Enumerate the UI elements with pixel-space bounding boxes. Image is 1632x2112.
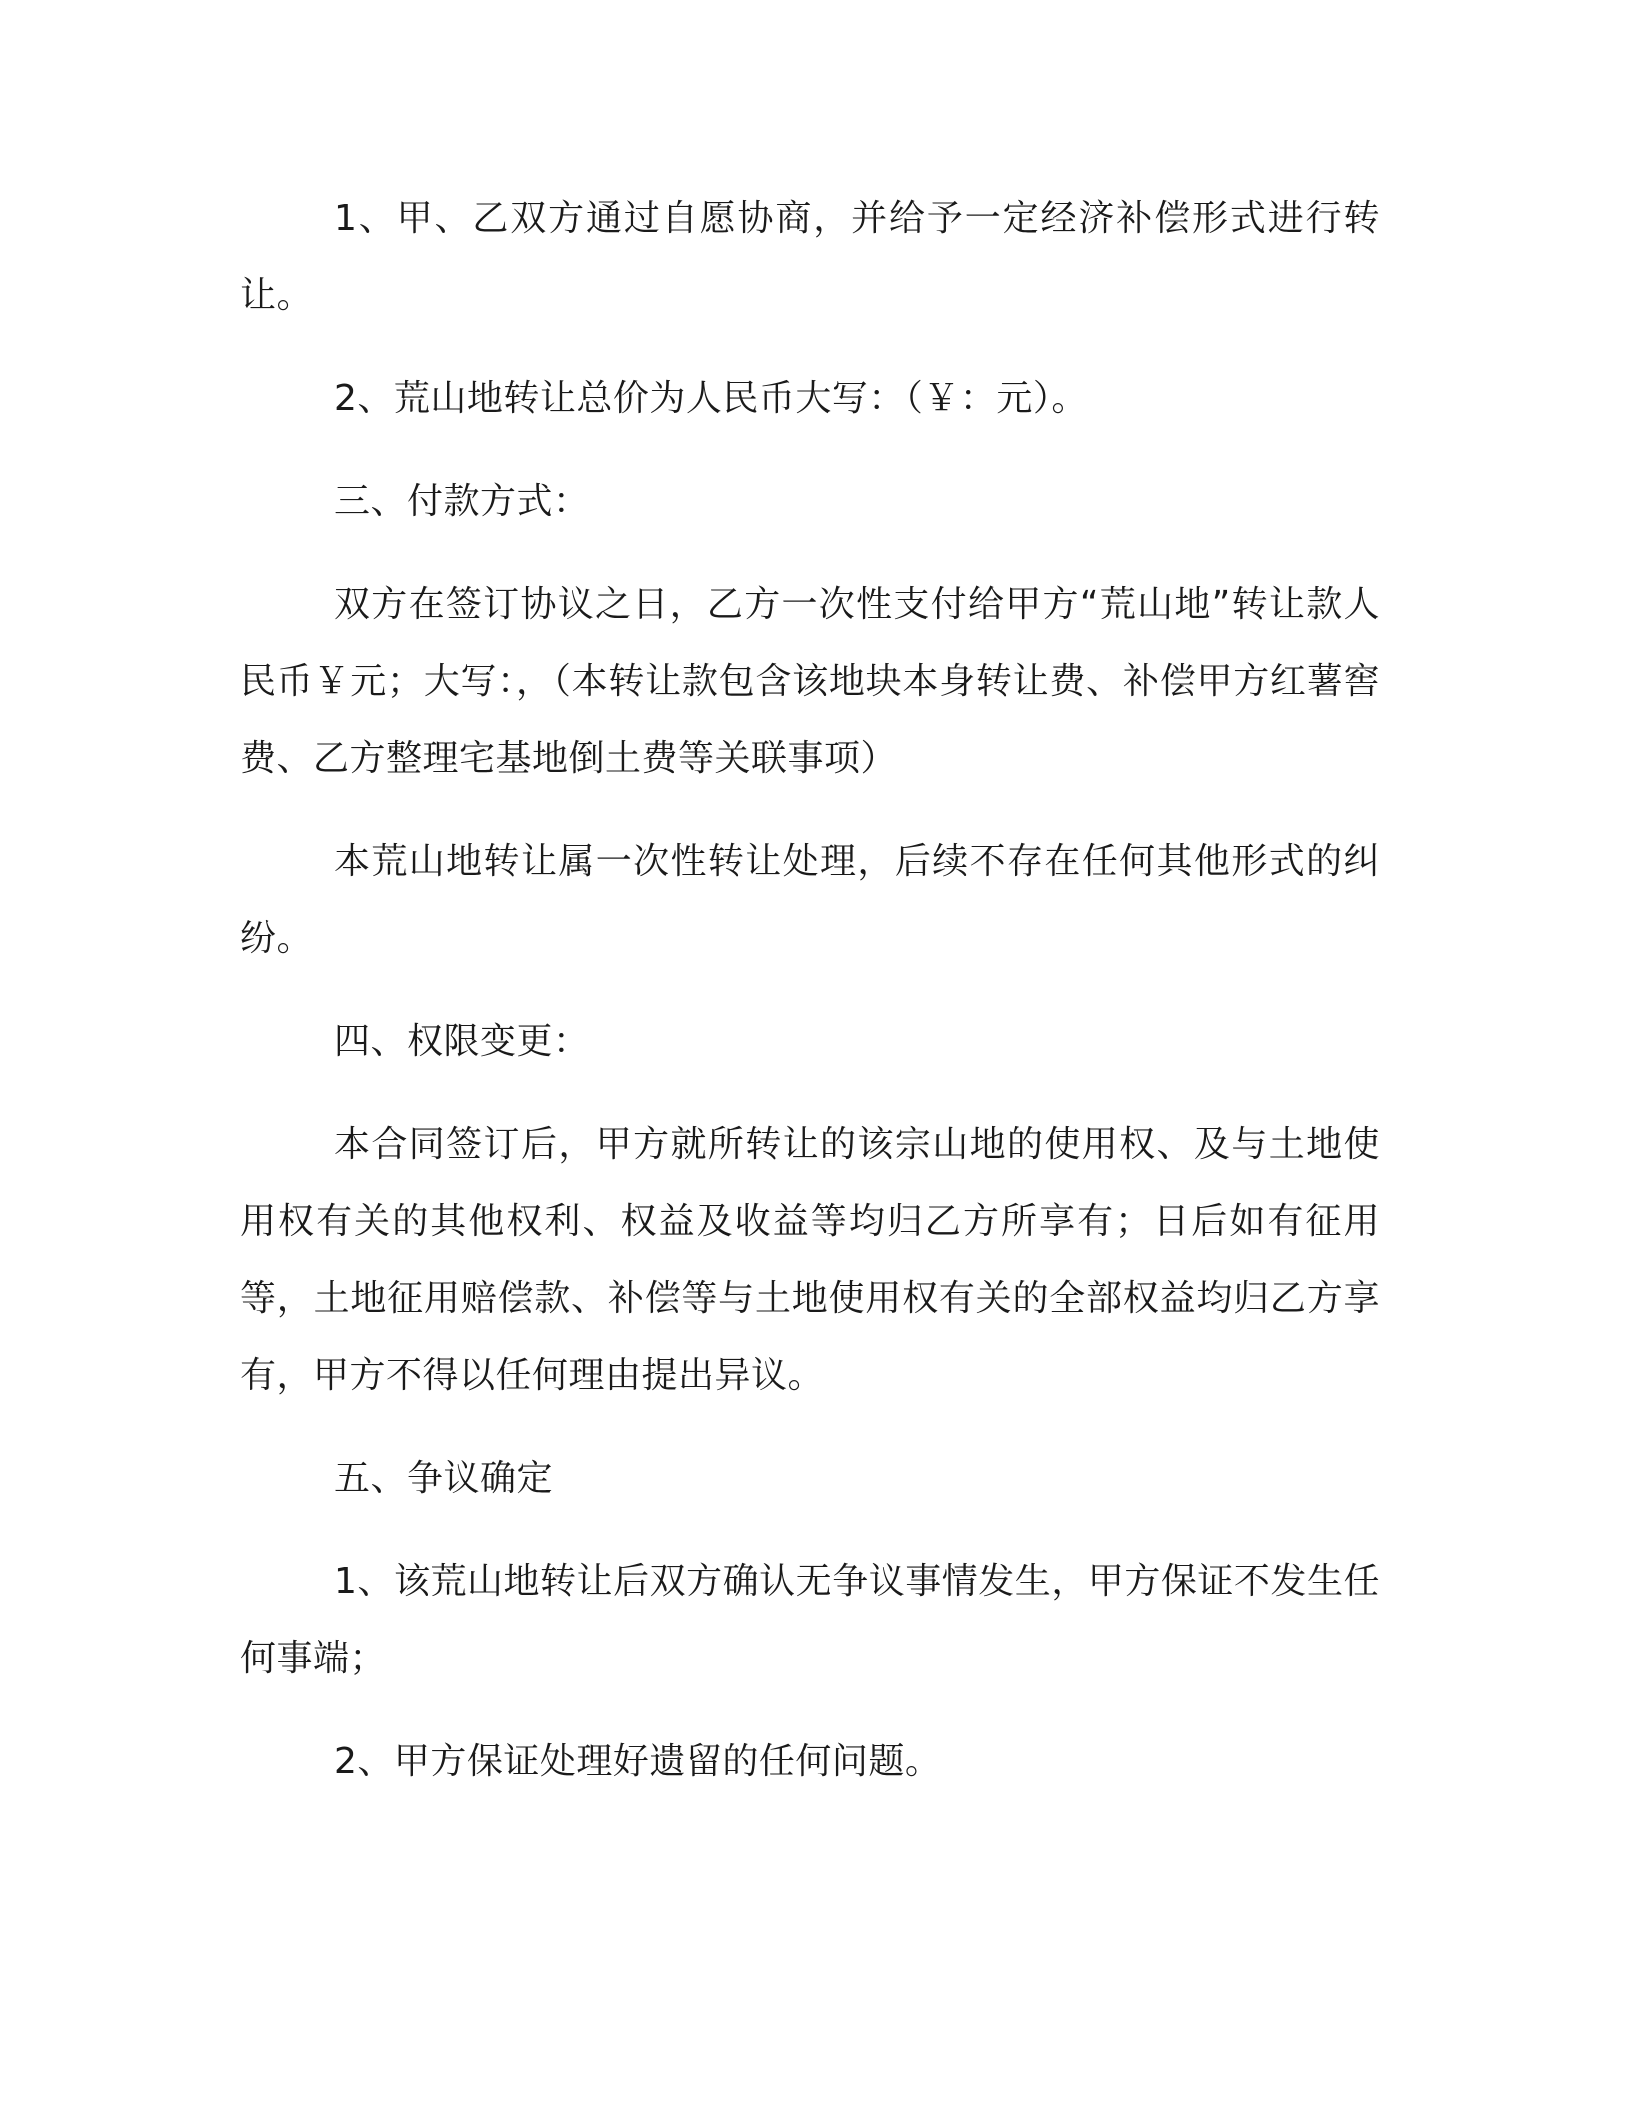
paragraph-one-time-transfer: 本荒山地转让属一次性转让处理，后续不存在任何其他形式的纠纷。: [240, 841, 1380, 959]
heading-payment-method: 三、付款方式：: [334, 481, 590, 522]
paragraph-compensation-transfer: 1、甲、乙双方通过自愿协商，并给予一定经济补偿形式进行转让。: [240, 198, 1380, 316]
paragraph-no-dispute: 1、该荒山地转让后双方确认无争议事情发生，甲方保证不发生任何事端；: [240, 1561, 1380, 1679]
heading-dispute: 五、争议确定: [334, 1458, 554, 1499]
paragraph-legacy-issues: 2、甲方保证处理好遗留的任何问题。: [334, 1741, 942, 1782]
paragraph-total-price: 2、荒山地转让总价为人民币大写：（￥：元）。: [334, 378, 1088, 419]
paragraph-payment-terms: 双方在签订协议之日，乙方一次性支付给甲方“荒山地”转让款人民币￥元；大写：，（本转让款包含该地块本身转让费、补偿甲方红薯窖费、乙方整理宅基地倒土费等关联事项）: [240, 584, 1380, 779]
heading-rights-change: 四、权限变更：: [334, 1021, 590, 1062]
paragraph-rights-transfer: 本合同签订后，甲方就所转让的该宗山地的使用权、及与土地使用权有关的其他权利、权益及收益等均归乙方所享有；日后如有征用等，土地征用赔偿款、补偿等与土地使用权有关的全部权益均归乙方享有，甲方不得以任何理由提出异议。: [240, 1124, 1380, 1396]
